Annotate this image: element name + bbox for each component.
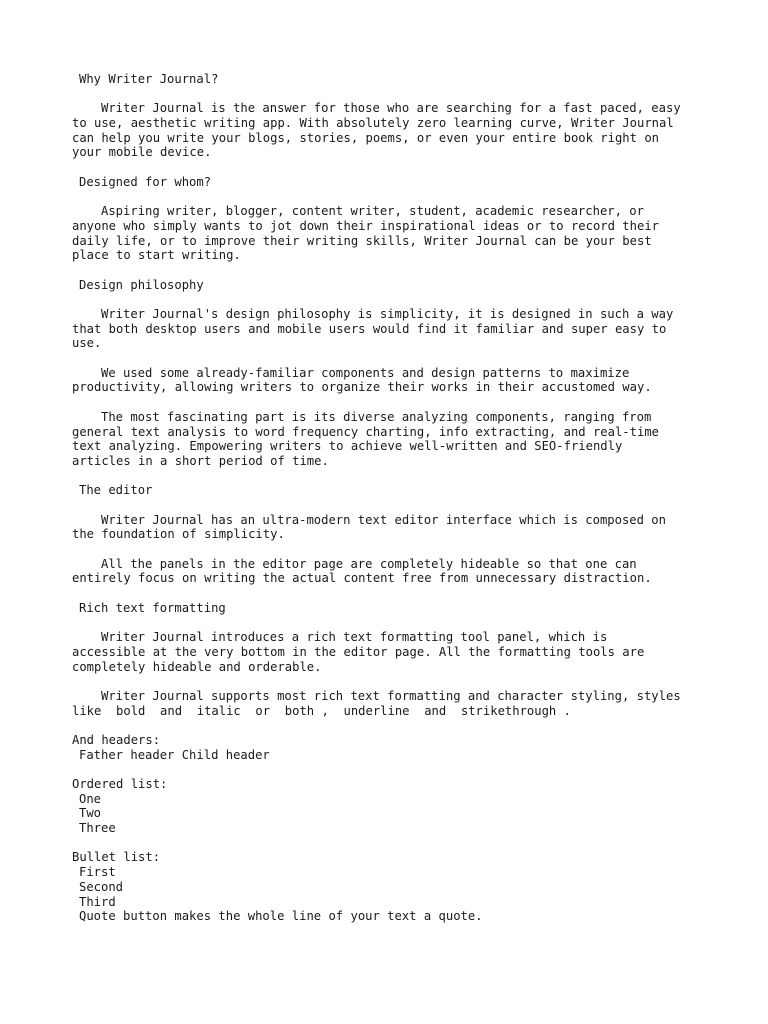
paragraph-intro: [72, 101, 712, 160]
list-item: Two: [79, 806, 102, 821]
paragraph-line: the foundation of simplicity.: [72, 527, 285, 542]
paragraph-line: The most fascinating part is its diverse analyzing components, ranging from: [101, 409, 652, 424]
heading-designed-for-whom: Designed for whom?: [79, 174, 212, 189]
heading-design-philosophy: Design philosophy: [79, 277, 204, 292]
paragraph-audience: [72, 204, 712, 263]
quote-line: Quote button makes the whole line of your text a quote.: [79, 909, 483, 924]
list-item: First: [79, 865, 116, 880]
paragraph-line: like bold and italic or both , underline and strikethrough .: [72, 703, 571, 718]
paragraph-editor: [72, 513, 712, 542]
paragraph-line: can help you write your blogs, stories, poems, or even your entire book right on: [72, 130, 659, 145]
paragraph-line: to use, aesthetic writing app. With absolutely zero learning curve, Writer Journal: [72, 116, 674, 131]
paragraph-line: use.: [72, 336, 102, 351]
list-item: One: [79, 791, 102, 806]
headers-section: [72, 733, 712, 762]
paragraph-line: Writer Journal supports most rich text formatting and character styling, styles: [101, 688, 681, 703]
paragraph-line: entirely focus on writing the actual content free from unnecessary distraction.: [72, 571, 652, 586]
paragraph-line: articles in a short period of time.: [72, 453, 329, 468]
paragraph-analyzing: [72, 410, 712, 469]
paragraph-line: All the panels in the editor page are completely hideable so that one can: [101, 556, 637, 571]
paragraph-line: Writer Journal is the answer for those who are searching for a fast paced, easy: [101, 101, 681, 116]
bullet-list-label: Bullet list:: [72, 850, 161, 865]
paragraph-line: Writer Journal introduces a rich text formatting tool panel, which is: [101, 630, 608, 645]
paragraph-line: Writer Journal's design philosophy is simplicity, it is designed in such a way: [101, 307, 674, 321]
document-page: [72, 72, 712, 939]
paragraph-line: daily life, or to improve their writing skills, Writer Journal can be your best: [72, 233, 652, 248]
paragraph-formatting-panel: [72, 630, 712, 674]
heading-the-editor: The editor: [79, 483, 153, 498]
heading-why-writer-journal: Why Writer Journal?: [79, 72, 219, 86]
paragraph-line: completely hideable and orderable.: [72, 659, 322, 674]
bullet-list-section: [72, 850, 712, 923]
paragraph-components: [72, 366, 712, 395]
paragraph-line: productivity, allowing writers to organize their works in their accustomed way.: [72, 380, 652, 395]
paragraph-line: accessible at the very bottom in the editor page. All the formatting tools are: [72, 644, 645, 659]
headers-values: Father header Child header: [79, 747, 270, 762]
paragraph-line: anyone who simply wants to jot down their inspirational ideas or to record their: [72, 218, 659, 233]
paragraph-panels: [72, 557, 712, 586]
paragraph-philosophy: [72, 307, 712, 351]
ordered-list-label: Ordered list:: [72, 777, 168, 791]
paragraph-line: place to start writing.: [72, 248, 241, 263]
paragraph-line: Aspiring writer, blogger, content writer, student, academic researcher, or: [101, 204, 644, 219]
paragraph-styling: [72, 689, 712, 718]
ordered-list-section: [72, 777, 712, 836]
paragraph-line: Writer Journal has an ultra-modern text editor interface which is composed on: [101, 512, 666, 527]
paragraph-line: your mobile device.: [72, 145, 212, 160]
paragraph-line: general text analysis to word frequency charting, info extracting, and real-time: [72, 424, 659, 439]
list-item: Three: [79, 821, 116, 836]
list-item: Second: [79, 879, 124, 894]
paragraph-line: that both desktop users and mobile users would find it familiar and super easy to: [72, 321, 667, 336]
paragraph-line: We used some already-familiar components and design patterns to maximize: [101, 365, 630, 380]
paragraph-line: text analyzing. Empowering writers to achieve well-written and SEO-friendly: [72, 439, 623, 454]
heading-rich-text-formatting: Rich text formatting: [79, 600, 226, 615]
headers-label: And headers:: [72, 732, 161, 747]
list-item: Third: [79, 894, 116, 909]
